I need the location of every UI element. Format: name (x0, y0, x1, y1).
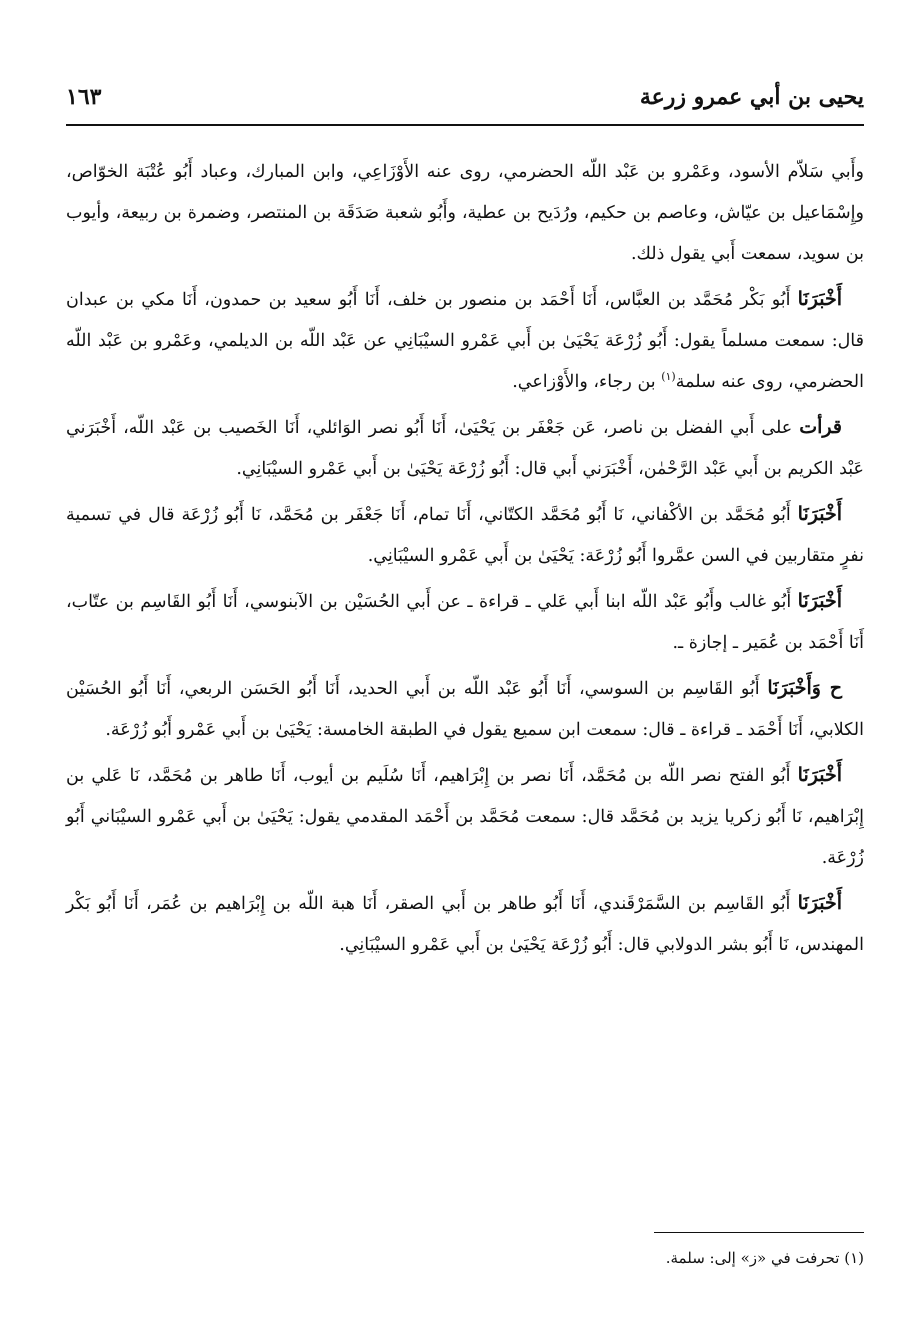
paragraph (66, 883, 864, 966)
paragraph (66, 407, 864, 490)
paragraph (66, 152, 864, 275)
paragraph-lead: قرأت (799, 416, 842, 438)
paragraph-text: أَبُو القَاسِم بن السوسي، أَنَا أَبُو عَبْد اللّه بن أَبي الحديد، أَنَا أَبُو الحَسَن الربعي، أَنَا أَبُو الحُسَيْن الكلابي، أَنَا أَحْمَد ـ قراءة ـ قال: سمعت ابن سميع يقول في الطبقة الخامسة: يَحْيَىٰ بن أَبي عَمْرو أَبُو زُرْعَة. (66, 679, 864, 740)
paragraph (66, 668, 864, 751)
footnote-marker: (١) (844, 1249, 864, 1267)
paragraph-lead: أَخْبَرَنَا (797, 892, 842, 914)
paragraph-text-after: بن رجاء، والأَوْزاعي. (512, 372, 662, 392)
page-header (66, 78, 864, 118)
paragraph-text: أَبُو الفتح نصر اللّه بن مُحَمَّد، أَنَا نصر بن إِبْرَاهيم، أَنَا سُلَيم بن أيوب، أَنَا طاهر بن مُحَمَّد، نَا عَلي بن إِبْرَاهيم، نَا أَبُو زكريا يزيد بن مُحَمَّد قال: سمعت مُحَمَّد بن أَحْمَد المقدمي يقول: يَحْيَىٰ بن أَبي عَمْرو السيْبَاني أَبُو زُرْعَة. (66, 766, 864, 868)
paragraph-text: أَبُو مُحَمَّد بن الأكْفاني، نَا أَبُو مُحَمَّد الكتّاني، أَنَا تمام، أَنَا جَعْفَر بن مُحَمَّد، نَا أَبُو زُرْعَة قال في تسمية نفرٍ متقاربين في السن عمَّروا أَبُو زُرْعَة: يَحْيَىٰ بن أَبي عَمْرو السيْبَانِي. (66, 505, 864, 566)
running-title: يحيى بن أبي عمرو زرعة (639, 84, 864, 110)
paragraph (66, 755, 864, 879)
body-text (66, 152, 864, 970)
paragraph-lead: ح وَأَخْبَرَنَا (767, 677, 842, 699)
page-number: ١٦٣ (66, 84, 102, 110)
paragraph-lead: أَخْبَرَنَا (797, 764, 842, 786)
footnote-rule (654, 1232, 864, 1233)
paragraph (66, 279, 864, 403)
footnote-text: تحرفت في «ز» إلى: سلمة. (665, 1249, 840, 1267)
paragraph-text: أَبُو بَكْر مُحَمَّد بن العبَّاس، أَنَا أَحْمَد بن منصور بن خلف، أَنَا أَبُو سعيد بن حمدون، أَنَا مكي بن عبدان قال: سمعت مسلماً يقول: أَبُو زُرْعَة يَحْيَىٰ بن أَبي عَمْرو السيْبَانِي عن عَبْد اللّه بن الديلمي، وعَمْرو بن عَبْد اللّه الحضرمي، روى عنه سلمة (66, 290, 864, 392)
footnote-ref: (١) (661, 370, 676, 384)
paragraph-text: أَبُو القَاسِم بن السَّمَرْقَندي، أَنَا أَبُو طاهر بن أَبي الصقر، أَنَا هبة اللّه بن إِبْرَاهيم بن عُمَر، أَنَا أَبُو بَكْر المهندس، نَا أَبُو بشر الدولابي قال: أَبُو زُرْعَة يَحْيَىٰ بن أَبي عَمْرو السيْبَانِي. (66, 894, 864, 955)
paragraph-lead: أَخْبَرَنَا (797, 503, 842, 525)
footnote (66, 1244, 864, 1272)
header-rule (66, 124, 864, 126)
paragraph-lead: أَخْبَرَنَا (797, 590, 842, 612)
paragraph-text: على أَبي الفضل بن ناصر، عَن جَعْفَر بن يَحْيَىٰ، أَنَا أَبُو نصر الوَائلي، أَنَا الخَصيب بن عَبْد اللّه، أَخْبَرَني عَبْد الكريم بن أَبي عَبْد الرَّحْمٰن، أَخْبَرَني أَبي قال: أَبُو زُرْعَة يَحْيَىٰ بن أَبي عَمْرو السيْبَانِي. (66, 418, 864, 479)
paragraph (66, 581, 864, 664)
paragraph-text: أَبُو غالب وأَبُو عَبْد اللّه ابنا أَبي عَلي ـ قراءة ـ عن أَبي الحُسَيْن بن الآبنوسي، أَنَا أَبُو القَاسِم بن عتّاب، أَنَا أَحْمَد بن عُمَير ـ إجازة ـ. (66, 592, 864, 653)
paragraph-text: وأَبي سَلاّم الأسود، وعَمْرو بن عَبْد اللّه الحضرمي، روى عنه الأَوْزَاعِي، وابن المبارك، وعباد أَبُو عُتْبَة الخوّاص، وإِسْمَاعيل بن عيّاش، وعاصم بن حكيم، ورُدَيح بن عطية، وأَبُو شعبة صَدَقَة بن المنتصر، وضمرة بن ربيعة، وأيوب بن سويد، سمعت أَبي يقول ذلك. (66, 162, 864, 264)
paragraph (66, 494, 864, 577)
paragraph-lead: أَخْبَرَنَا (797, 288, 842, 310)
